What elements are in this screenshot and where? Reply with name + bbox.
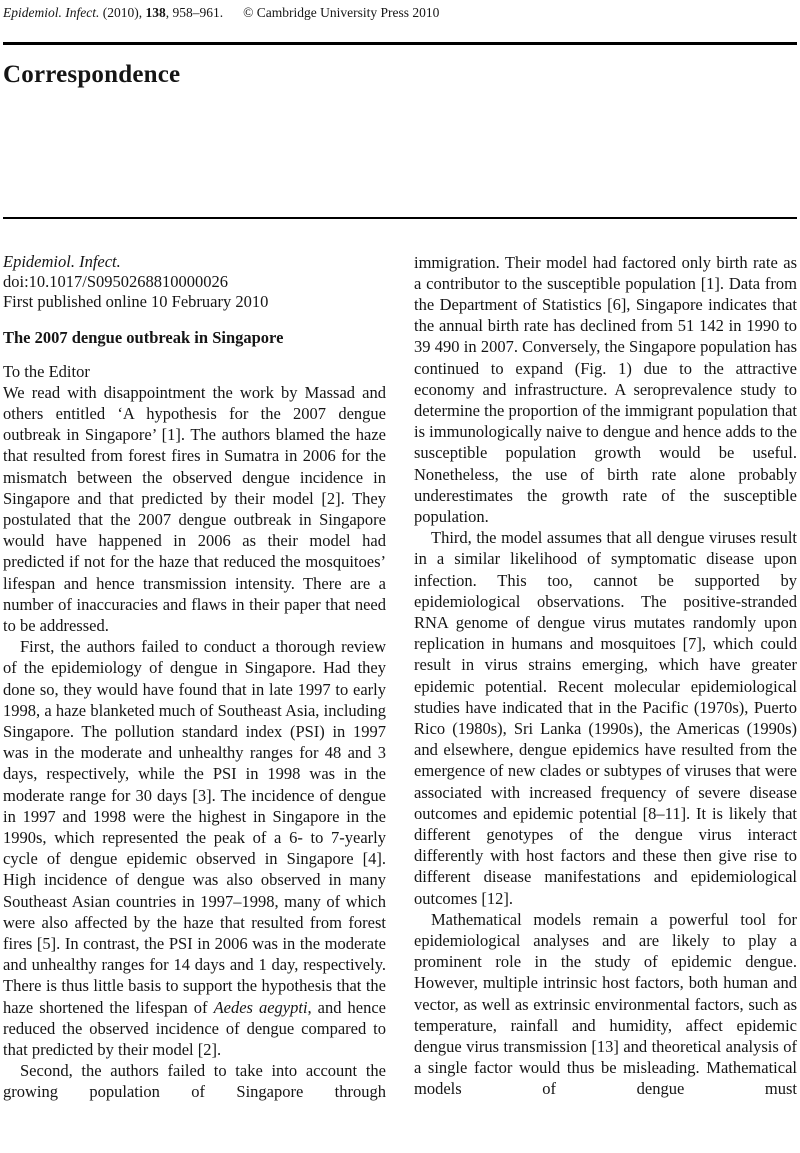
copyright-notice: © Cambridge University Press 2010 <box>243 5 440 20</box>
species-name-italic: Aedes aegypti <box>213 997 308 1017</box>
running-head-volume: 138 <box>145 5 166 20</box>
paragraph-5: Third, the model assumes that all dengue viruses result in a similar likelihood of symptomatic disease upon infection. This too, cannot be supported by epidemiological observations. The positive-stranded RNA genome of dengue virus mutates randomly upon replication in humans and mosquitoes [7], which could result in virus strains emerging, which have greater epidemic potential. Recent molecular epidemiological studies have indicated that in the Pacific (1970s), Puerto Rico (1980s), Sri Lanka (1990s), the Americas (1990s) and elsewhere, dengue epidemics have resulted from the emergence of new clades or subtypes of viruses that were associated with increased frequency of severe disease outcomes and epidemic potential [8–11]. It is likely that different genotypes of the dengue virus interact differently with host factors and these then give rise to different disease manifestations and epidemiological outcomes [12]. <box>414 528 797 908</box>
article-meta <box>3 252 386 312</box>
meta-doi: doi:10.1017/S0950268810000026 <box>3 271 229 291</box>
running-head-citation-end: , 958–961. <box>165 5 224 20</box>
section-heading: Correspondence <box>3 61 181 88</box>
salutation: To the Editor <box>3 361 90 381</box>
paragraph-4: immigration. Their model had factored only birth rate as a contributor to the susceptible population [1]. Data from the Department of Statistics [6], Singapore indicates that the annual birth rate has declined from 51 142 in 1990 to 39 490 in 2007. Conversely, the Singapore population has continued to expand (Fig. 1) due to the attractive economy and infrastructure. A seroprevalence study to determine the proportion of the immigrant population that is immunologically naive to dengue and hence adds to the susceptible population growth would be useful. Nonetheless, the use of birth rate alone probably underestimates the growth rate of the susceptible population. <box>414 252 797 526</box>
spacer <box>3 90 797 217</box>
running-head <box>3 4 797 21</box>
paragraph-6: Mathematical models remain a powerful tool for epidemiological analyses and are likely to play a prominent role in the study of epidemic dengue. However, multiple intrinsic host factors, both human and vector, as well as extrinsic environmental factors, such as temperature, rainfall and humidity, affect epidemic dengue virus transmission [13] and theoretical analysis of a single factor would thus be misleading. Mathematical models of dengue must <box>414 909 797 1099</box>
paragraph-2-text-post: , and hence reduced the observed incidence of dengue compared to that predicted by their model [2]. <box>3 997 386 1059</box>
running-head-citation-mid: (2010), <box>99 5 146 20</box>
paragraph-2 <box>3 636 386 1060</box>
right-column <box>414 252 797 1103</box>
paragraph-2-text-pre: First, the authors failed to conduct a thorough review of the epidemiology of dengue in Singapore. Had they done so, they would have found that in late 1997 to early 1998, a haze blanketed much of Southeast Asia, including Singapore. The pollution standard index (PSI) in 1997 was in the moderate and unhealthy ranges for 48 and 3 days, respectively, while the PSI in 1998 was in the moderate range for 30 days [3]. The incidence of dengue in 1997 and 1998 were the highest in Singapore in the 1990s, which represented the peak of a 6- to 7-yearly cycle of dengue epidemic observed in Singapore [4]. High incidence of dengue was also observed in many Southeast Asian countries in 1997–1998, many of which were also affected by the haze that resulted from forest fires [5]. In contrast, the PSI in 2006 was in the moderate and unhealthy ranges for 14 days and 1 day, respectively. There is thus little basis to support the hypothesis that the haze shortened the lifespan of <box>3 637 386 1017</box>
divider-thick-rule <box>3 42 797 45</box>
divider-thin-rule <box>3 217 797 219</box>
left-column <box>3 252 386 1103</box>
paragraph-3: Second, the authors failed to take into account the growing population of Singapore through <box>3 1061 386 1102</box>
running-head-journal-title: Epidemiol. Infect. <box>3 5 100 20</box>
letter-title: The 2007 dengue outbreak in Singapore <box>3 327 284 347</box>
article-body <box>3 252 797 1103</box>
meta-journal-title: Epidemiol. Infect. <box>3 251 121 271</box>
paragraph-1: We read with disappointment the work by Massad and others entitled ‘A hypothesis for the 2007 dengue outbreak in Singapore’ [1]. The authors blamed the haze that resulted from forest fires in Sumatra in 2006 for the mismatch between the observed dengue incidence in Singapore and that predicted by their model [2]. They postulated that the 2007 dengue outbreak in Singapore would have happened in 2006 as their model had predicted if not for the haze that reduced the mosquitoes’ lifespan and hence transmission intensity. There are a number of inaccuracies and flaws in their paper that need to be addressed. <box>3 382 386 635</box>
meta-first-published: First published online 10 February 2010 <box>3 291 269 311</box>
